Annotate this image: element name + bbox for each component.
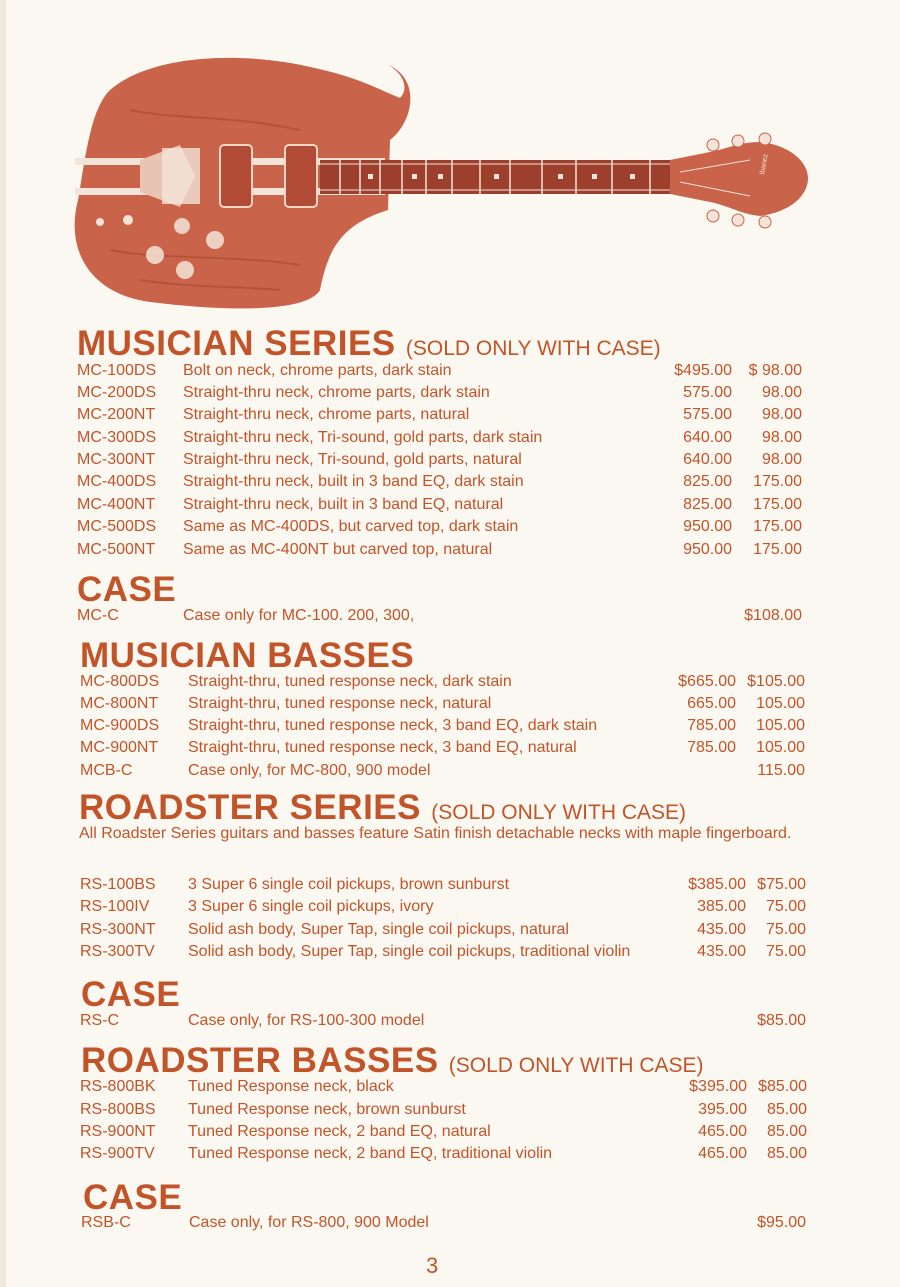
table-row [0, 941, 900, 963]
model-description: Straight-thru neck, Tri-sound, gold parts, natural [183, 451, 522, 468]
page-number: 3 [426, 1253, 439, 1278]
table-row [0, 760, 900, 782]
guitar-photo [70, 50, 810, 312]
case-price: 105.00 [756, 695, 805, 712]
section-subtitle: (SOLD ONLY WITH CASE) [405, 337, 661, 360]
section-subtitle: (SOLD ONLY WITH CASE) [431, 801, 686, 824]
section-title-musician-series: MUSICIAN SERIES (SOLD ONLY WITH CASE) [77, 324, 661, 363]
model-description: Straight-thru, tuned response neck, 3 band EQ, natural [188, 739, 577, 756]
model-description: Tuned Response neck, black [188, 1078, 394, 1095]
table-row [0, 1143, 900, 1165]
table-row [0, 539, 900, 561]
model-code: MC-500NT [77, 541, 156, 558]
guitar-price: 395.00 [698, 1101, 747, 1118]
model-description: Straight-thru neck, built in 3 band EQ, dark stain [183, 473, 524, 490]
model-code: MC-100DS [77, 362, 157, 379]
case-price: 75.00 [765, 898, 806, 915]
model-code: MC-200DS [77, 384, 157, 401]
guitar-price: 385.00 [697, 898, 746, 915]
model-description: Case only, for RS-100-300 model [188, 1012, 425, 1029]
table-row [0, 715, 900, 737]
guitar-price: $385.00 [688, 876, 746, 893]
model-code: MC-800NT [80, 695, 159, 712]
guitar-price: $665.00 [678, 673, 736, 690]
table-row [0, 382, 900, 404]
guitar-price: 465.00 [698, 1123, 747, 1140]
model-description: Tuned Response neck, 2 band EQ, traditional violin [188, 1145, 553, 1162]
section-title-case: CASE [77, 570, 177, 609]
model-description: Same as MC-400DS, but carved top, dark stain [183, 518, 519, 535]
table-row [0, 404, 900, 426]
guitar-price: 950.00 [683, 541, 732, 558]
model-code: MC-200NT [77, 406, 156, 423]
model-code: MC-400NT [77, 496, 156, 513]
table-row [0, 471, 900, 493]
table-row [0, 449, 900, 471]
model-description: Solid ash body, Super Tap, single coil pickups, traditional violin [188, 943, 631, 960]
model-description: Straight-thru, tuned response neck, dark stain [188, 673, 512, 690]
guitar-price: 785.00 [687, 739, 736, 756]
case-price: 175.00 [753, 541, 802, 558]
model-code: RSB-C [81, 1214, 131, 1231]
case-price: $ 98.00 [748, 362, 802, 379]
case-price: 85.00 [766, 1145, 807, 1162]
table-row [0, 1121, 900, 1143]
table-row [0, 896, 900, 918]
guitar-price: 435.00 [697, 943, 746, 960]
model-code: MC-300NT [77, 451, 156, 468]
model-code: MC-800DS [80, 673, 160, 690]
table-row [0, 874, 900, 896]
case-price: 175.00 [753, 473, 802, 490]
model-description: Bolt on neck, chrome parts, dark stain [183, 362, 452, 379]
model-description: 3 Super 6 single coil pickups, ivory [188, 898, 434, 915]
section-subtitle: (SOLD ONLY WITH CASE) [448, 1054, 704, 1077]
model-description: Straight-thru, tuned response neck, 3 band EQ, dark stain [188, 717, 598, 734]
case-price: 98.00 [761, 429, 802, 446]
model-code: RS-C [80, 1012, 120, 1029]
model-code: RS-100IV [80, 898, 150, 915]
guitar-price: $495.00 [674, 362, 732, 379]
model-description: Tuned Response neck, 2 band EQ, natural [188, 1123, 491, 1140]
table-row [0, 427, 900, 449]
model-code: RS-100BS [80, 876, 156, 893]
table-row [0, 737, 900, 759]
guitar-price: 665.00 [687, 695, 736, 712]
table-row [0, 1010, 900, 1032]
case-price: $108.00 [744, 607, 802, 624]
model-code: RS-300TV [80, 943, 155, 960]
model-description: 3 Super 6 single coil pickups, brown sunburst [188, 876, 510, 893]
model-code: MC-400DS [77, 473, 157, 490]
model-description: Solid ash body, Super Tap, single coil pickups, natural [188, 921, 569, 938]
model-code: RS-800BK [80, 1078, 156, 1095]
section-title-roadster-series: ROADSTER SERIES (SOLD ONLY WITH CASE) [79, 788, 686, 827]
table-row [0, 693, 900, 715]
case-price: 98.00 [761, 451, 802, 468]
model-description: Case only for MC-100. 200, 300, [183, 607, 415, 624]
model-code: MC-900DS [80, 717, 160, 734]
guitar-price: $395.00 [689, 1078, 747, 1095]
case-price: $85.00 [758, 1078, 807, 1095]
guitar-price: 640.00 [683, 451, 732, 468]
table-row [0, 494, 900, 516]
table-row [0, 1076, 900, 1098]
case-price: $95.00 [757, 1214, 806, 1231]
model-description: Case only, for MC-800, 900 model [188, 762, 431, 779]
section-title-case: CASE [81, 975, 181, 1014]
table-row [0, 516, 900, 538]
model-code: RS-900NT [80, 1123, 156, 1140]
model-code: MCB-C [80, 762, 133, 779]
model-code: RS-800BS [80, 1101, 156, 1118]
model-description: Straight-thru neck, chrome parts, dark stain [183, 384, 490, 401]
model-description: Straight-thru neck, chrome parts, natural [183, 406, 470, 423]
case-price: 115.00 [757, 762, 805, 779]
table-row [0, 919, 900, 941]
case-price: 105.00 [756, 717, 805, 734]
headstock-logo: Ibanez [759, 153, 770, 176]
case-price: $75.00 [757, 876, 806, 893]
guitar-price: 825.00 [683, 496, 732, 513]
model-code: MC-900NT [80, 739, 159, 756]
table-row [0, 1212, 900, 1234]
case-price: 98.00 [761, 384, 802, 401]
case-price: 105.00 [756, 739, 805, 756]
guitar-price: 435.00 [697, 921, 746, 938]
section-title-musician-basses: MUSICIAN BASSES [80, 636, 415, 675]
guitar-price: 575.00 [683, 384, 732, 401]
model-code: MC-300DS [77, 429, 157, 446]
guitar-price: 785.00 [687, 717, 736, 734]
model-code: MC-500DS [77, 518, 157, 535]
case-price: 85.00 [766, 1101, 807, 1118]
guitar-price: 465.00 [698, 1145, 747, 1162]
case-price: 75.00 [765, 943, 806, 960]
case-price: 98.00 [761, 406, 802, 423]
section-intro: All Roadster Series guitars and basses feature Satin finish detachable necks with maple fingerboard. [79, 825, 792, 842]
case-price: $85.00 [757, 1012, 806, 1029]
table-row [0, 671, 900, 693]
model-description: Straight-thru, tuned response neck, natural [188, 695, 492, 712]
guitar-price: 950.00 [683, 518, 732, 535]
model-code: MC-C [77, 607, 119, 624]
case-price: 175.00 [753, 496, 802, 513]
model-description: Straight-thru neck, Tri-sound, gold parts, dark stain [183, 429, 543, 446]
guitar-price: 825.00 [683, 473, 732, 490]
section-title-case: CASE [83, 1178, 183, 1217]
model-description: Same as MC-400NT but carved top, natural [183, 541, 493, 558]
model-code: RS-300NT [80, 921, 156, 938]
table-row [0, 605, 900, 627]
guitar-price: 575.00 [683, 406, 732, 423]
section-title-roadster-basses: ROADSTER BASSES (SOLD ONLY WITH CASE) [81, 1041, 704, 1080]
model-description: Tuned Response neck, brown sunburst [188, 1101, 466, 1118]
case-price: 85.00 [766, 1123, 807, 1140]
case-price: 175.00 [753, 518, 802, 535]
table-row [0, 1099, 900, 1121]
model-description: Case only, for RS-800, 900 Model [189, 1214, 429, 1231]
table-row [0, 360, 900, 382]
model-code: RS-900TV [80, 1145, 155, 1162]
case-price: $105.00 [747, 673, 805, 690]
case-price: 75.00 [765, 921, 806, 938]
guitar-price: 640.00 [683, 429, 732, 446]
model-description: Straight-thru neck, built in 3 band EQ, natural [183, 496, 504, 513]
